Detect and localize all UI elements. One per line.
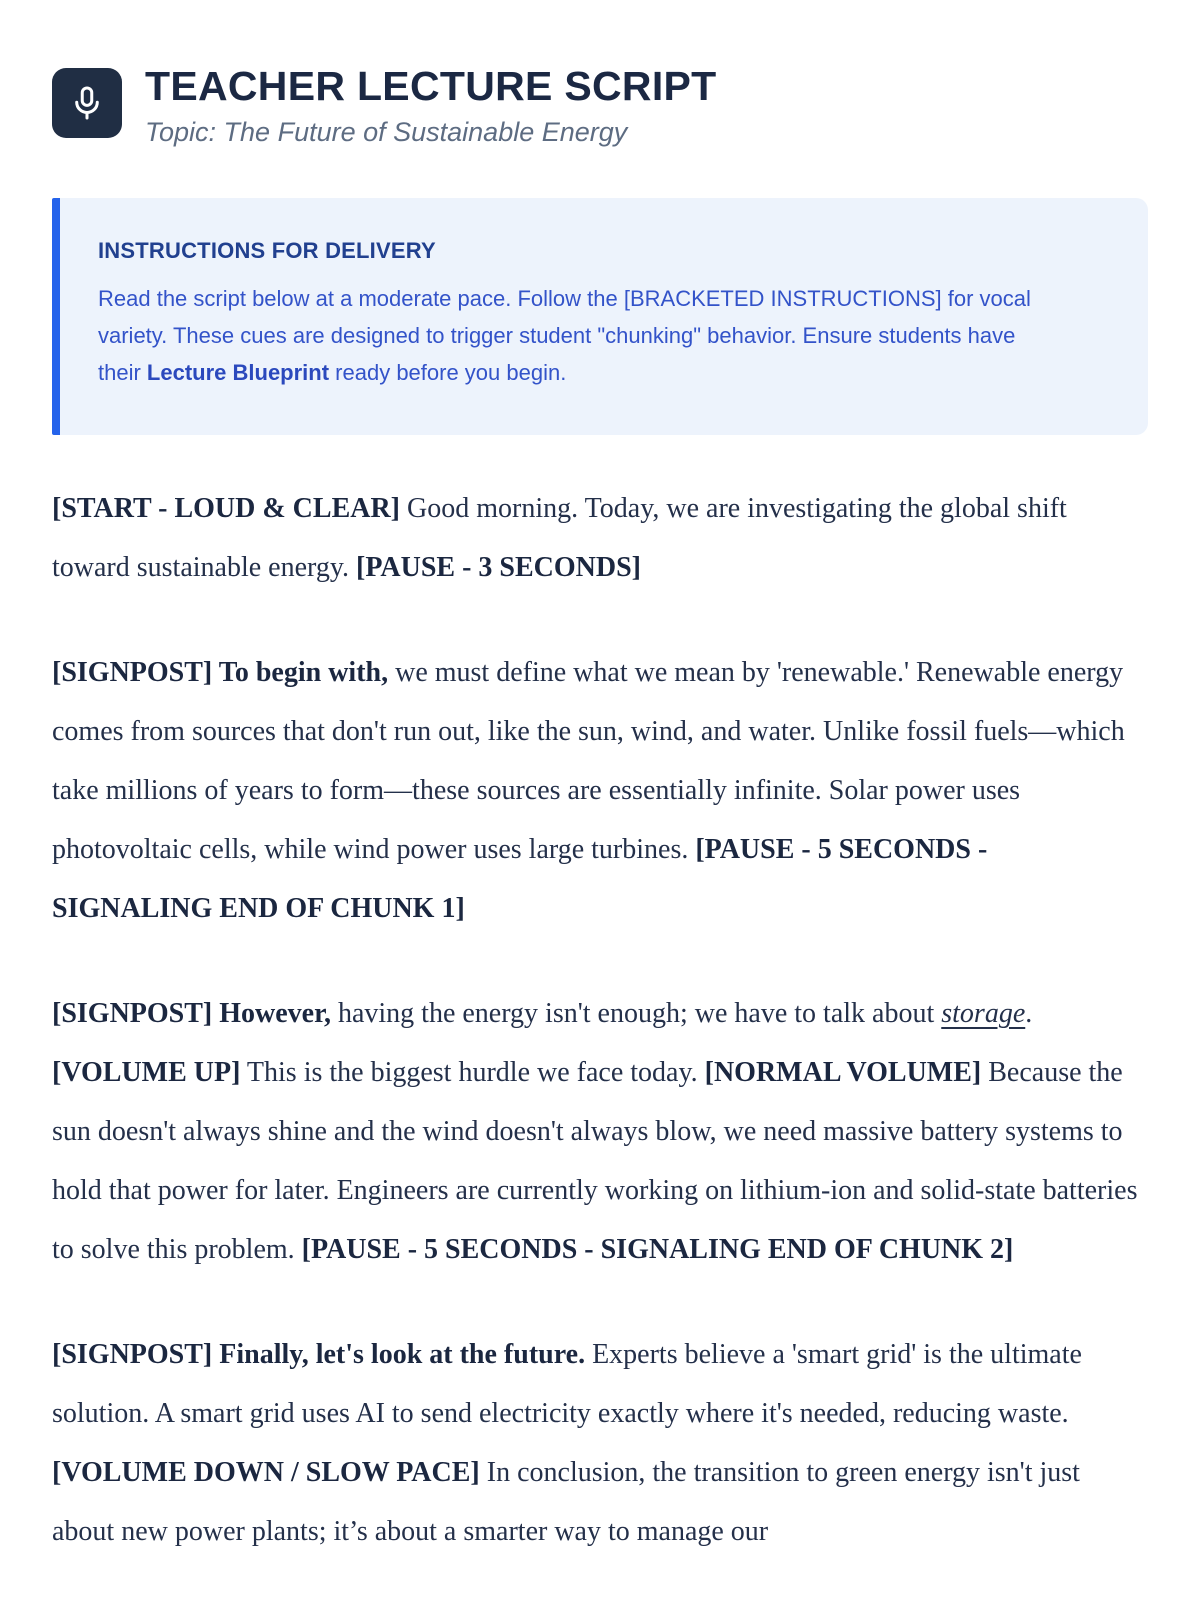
page-subtitle: Topic: The Future of Sustainable Energy (145, 117, 628, 148)
page-title: TEACHER LECTURE SCRIPT (145, 63, 717, 109)
script-paragraph-intro: [START - LOUD & CLEAR] Good morning. Today, we are investigating the global shift toward sustainable energy. [PAUSE - 3 SECONDS] (52, 493, 1067, 584)
instructions-body: Read the script below at a moderate pace. Follow the [BRACKETED INSTRUCTIONS] for vocal variety. These cues are designed to trigger student "chunking" behavior. Ensure students have their Lecture Blueprint ready before you begin. (98, 286, 1031, 386)
lecture-script (52, 479, 1148, 1561)
instructions-callout (52, 198, 1148, 435)
microphone-glyph (68, 84, 106, 122)
script-paragraph-chunk2: [SIGNPOST] However, having the energy isn't enough; we have to talk about storage. [VOLUME UP] This is the biggest hurdle we face today. [NORMAL VOLUME] Because the sun doesn't always shine and the wind doesn't always blow, we need massive battery systems to hold that power for later. Engineers are currently working on lithium-ion and solid-state batteries to solve this problem. [PAUSE - 5 SECONDS - SIGNALING END OF CHUNK 2] (52, 998, 1138, 1266)
header (52, 63, 1148, 148)
instructions-heading: INSTRUCTIONS FOR DELIVERY (98, 238, 436, 264)
header-text (145, 63, 717, 148)
script-paragraph-conclusion: [SIGNPOST] Finally, let's look at the future. Experts believe a 'smart grid' is the ultimate solution. A smart grid uses AI to send electricity exactly where it's needed, reducing waste. [VOLUME DOWN / SLOW PACE] In conclusion, the transition to green energy isn't just about new power plants; it’s about a smarter way to manage our (52, 1339, 1082, 1548)
microphone-icon (52, 68, 122, 138)
script-paragraph-chunk1: [SIGNPOST] To begin with, we must define what we mean by 'renewable.' Renewable energy comes from sources that don't run out, like the sun, wind, and water. Unlike fossil fuels—which take millions of years to form—these sources are essentially infinite. Solar power uses photovoltaic cells, while wind power uses large turbines. [PAUSE - 5 SECONDS - SIGNALING END OF CHUNK 1] (52, 657, 1125, 925)
